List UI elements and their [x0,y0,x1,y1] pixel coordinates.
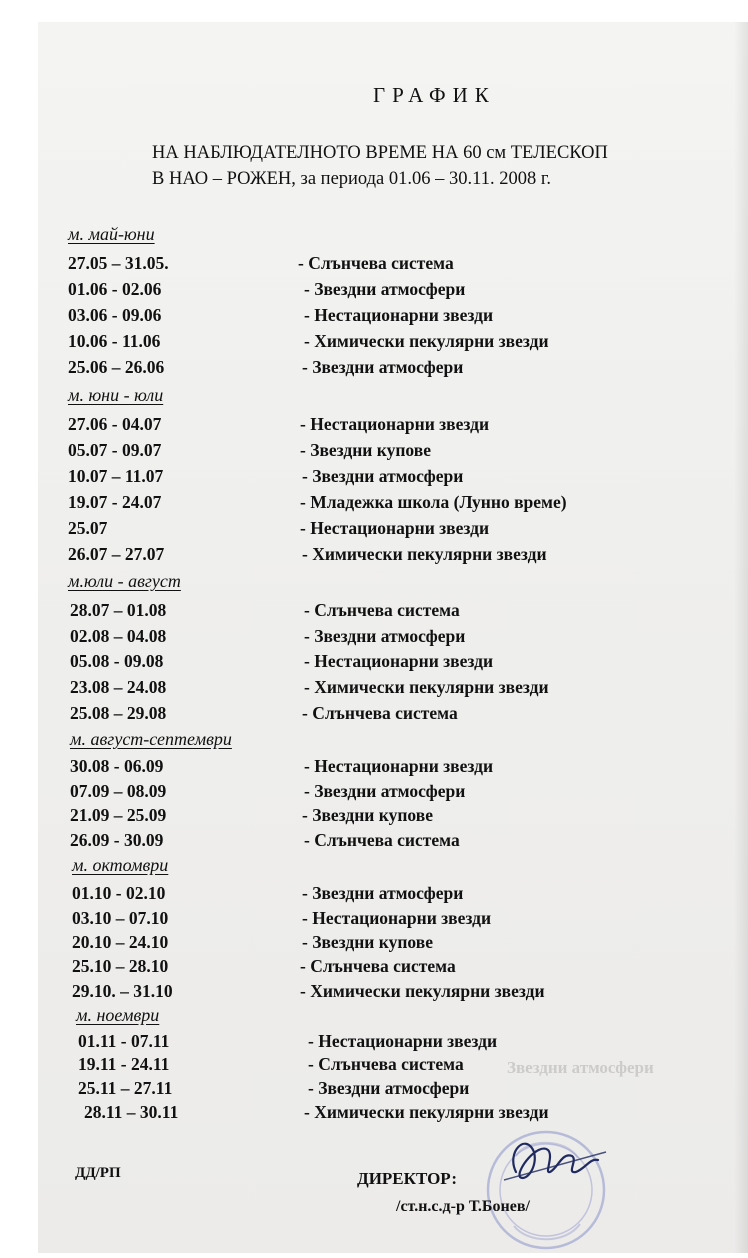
page-edge-shadow [734,22,748,1253]
director-label: ДИРЕКТОР: [357,1169,457,1188]
row-topic: - Химически пекулярни звезди [300,981,545,1001]
row-date: 25.11 – 27.11 [78,1078,173,1098]
row-topic: - Нестационарни звезди [308,1031,498,1051]
row-topic: - Слънчева система [302,703,458,723]
row-topic: - Звездни атмосфери [308,1078,470,1098]
row-topic: - Нестационарни звезди [304,305,494,325]
row-date: 25.10 – 28.10 [72,956,169,976]
row-date: 28.07 – 01.08 [70,600,167,620]
subtitle-line-1: НА НАБЛЮДАТЕЛНОТО ВРЕМЕ НА 60 см ТЕЛЕСКОП [152,143,608,163]
row-date: 21.09 – 25.09 [70,805,167,825]
row-topic: - Слънчева система [304,830,460,850]
subtitle-line-2: В НАО – РОЖЕН, за периода 01.06 – 30.11. 2008 г. [152,169,551,189]
row-date: 10.07 – 11.07 [68,466,164,486]
row-date: 26.07 – 27.07 [68,544,165,564]
row-date: 01.10 - 02.10 [72,883,166,903]
row-topic: - Слънчева система [298,253,454,273]
row-topic: - Слънчева система [300,956,456,976]
row-date: 03.10 – 07.10 [72,908,169,928]
row-date: 01.11 - 07.11 [78,1031,170,1051]
row-topic: - Химически пекулярни звезди [302,544,547,564]
row-date: 25.07 [68,518,108,538]
row-date: 20.10 – 24.10 [72,932,169,952]
document-reference: ДД/РП [75,1165,121,1181]
row-date: 25.06 – 26.06 [68,357,165,377]
row-date: 10.06 - 11.06 [68,331,161,351]
row-topic: - Звездни атмосфери [304,781,466,801]
row-topic: - Нестационарни звезди [304,756,494,776]
row-date: 23.08 – 24.08 [70,677,167,697]
row-topic: - Звездни атмосфери [302,466,464,486]
row-date: 26.09 - 30.09 [70,830,164,850]
section-heading: м. ноември [76,1005,160,1025]
section-heading: м.юли - август [68,571,181,591]
row-date: 19.11 - 24.11 [78,1054,170,1074]
row-date: 29.10. – 31.10 [72,981,173,1001]
row-topic: - Звездни атмосфери [304,279,466,299]
row-topic: - Химически пекулярни звезди [304,677,549,697]
row-topic: - Младежка школа (Лунно време) [300,492,567,512]
row-topic: - Звездни купове [302,932,433,952]
section-heading: м. октомври [72,855,169,875]
row-topic: - Нестационарни звезди [302,908,492,928]
section-heading: м. август-септември [70,729,232,749]
row-topic: - Звездни атмосфери [302,357,464,377]
section-heading: м. юни - юли [68,385,164,405]
row-date: 07.09 – 08.09 [70,781,167,801]
row-date: 19.07 - 24.07 [68,492,162,512]
section-heading: м. май-юни [68,224,155,244]
row-topic: - Слънчева система [308,1054,464,1074]
row-topic: - Звездни атмосфери [304,626,466,646]
row-date: 30.08 - 06.09 [70,756,164,776]
row-date: 25.08 – 29.08 [70,703,167,723]
row-date: 03.06 - 09.06 [68,305,162,325]
document-subtitle [152,140,608,192]
row-date: 02.08 – 04.08 [70,626,167,646]
row-date: 05.08 - 09.08 [70,651,164,671]
row-topic: - Звездни атмосфери [302,883,464,903]
signature [486,1122,616,1202]
row-date: 27.06 - 04.07 [68,414,162,434]
row-topic: - Слънчева система [304,600,460,620]
row-topic: - Нестационарни звезди [300,518,490,538]
faded-overprint-text: Звездни атмосфери [507,1058,654,1077]
director-name: /ст.н.с.д-р Т.Бонев/ [396,1198,530,1215]
row-topic: - Химически пекулярни звезди [304,331,549,351]
row-date: 27.05 – 31.05. [68,253,169,273]
row-topic: - Звездни купове [300,440,431,460]
row-date: 01.06 - 02.06 [68,279,162,299]
document-title: ГРАФИК [373,83,496,107]
row-date: 05.07 - 09.07 [68,440,162,460]
row-topic: - Нестационарни звезди [304,651,494,671]
row-topic: - Звездни купове [302,805,433,825]
row-topic: - Нестационарни звезди [300,414,490,434]
row-topic: - Химически пекулярни звезди [304,1102,549,1122]
row-date: 28.11 – 30.11 [84,1102,179,1122]
